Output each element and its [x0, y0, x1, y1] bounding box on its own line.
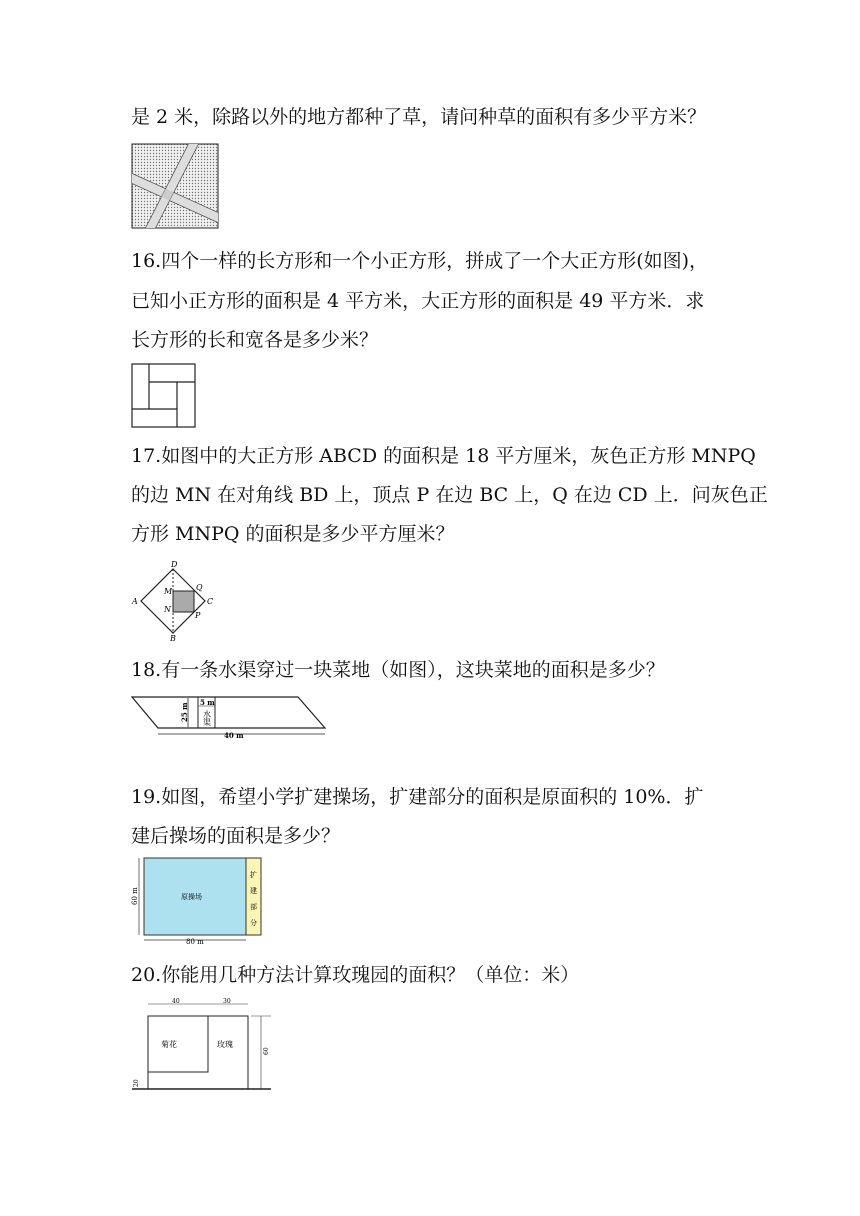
- figure-15-crossed-roads: [131, 143, 219, 229]
- dim-20: 20: [133, 1079, 140, 1087]
- field-height-label: 25 m: [180, 702, 189, 722]
- ext-char-4: 分: [250, 919, 257, 927]
- problem-20-line-1: 20.你能用几种方法计算玫瑰园的面积？（单位：米）: [131, 964, 580, 986]
- dim-30: 30: [223, 998, 231, 1005]
- figure-20-garden: [131, 997, 275, 1095]
- label-Q: Q: [196, 583, 203, 592]
- label-C: C: [207, 597, 214, 606]
- ext-char-3: 部: [250, 903, 257, 911]
- width-label: 80 m: [186, 938, 204, 945]
- label-P: P: [195, 611, 201, 620]
- figure-17-rotated-square: [131, 560, 217, 642]
- problem-19-line-1: 19.如图，希望小学扩建操场，扩建部分的面积是原面积的 10%．扩: [131, 786, 704, 808]
- problem-16-line-2: 已知小正方形的面积是 4 平方米，大正方形的面积是 49 平方米．求: [131, 290, 705, 312]
- problem-17-line-1: 17.如图中的大正方形 ABCD 的面积是 18 平方厘米，灰色正方形 MNPQ: [131, 445, 756, 467]
- square-MNPQ: [173, 591, 194, 612]
- figure-18-parallelogram-field: [131, 694, 327, 740]
- field-base-label: 40 m: [224, 731, 244, 740]
- rose-label: 玫瑰: [217, 1040, 233, 1049]
- problem-18-line-1: 18.有一条水渠穿过一块菜地（如图），这块菜地的面积是多少？: [131, 659, 665, 681]
- label-B: B: [170, 634, 176, 642]
- canal-label-2: 渠: [203, 718, 211, 727]
- problem-15-line-1: 是 2 米，除路以外的地方都种了草，请问种草的面积有多少平方米？: [131, 106, 707, 128]
- problem-16-line-3: 长方形的长和宽各是多少米？: [131, 329, 379, 351]
- problem-17-line-2: 的边 MN 在对角线 BD 上，顶点 P 在边 BC 上，Q 在边 CD 上．问灰色正: [131, 484, 768, 506]
- height-label: 60 m: [131, 887, 139, 905]
- dim-60: 60: [263, 1047, 270, 1055]
- problem-19-line-2: 建后操场的面积是多少？: [131, 825, 341, 847]
- problem-16-line-1: 16.四个一样的长方形和一个小正方形，拼成了一个大正方形(如图)，: [131, 250, 709, 272]
- ext-char-1: 扩: [250, 871, 257, 879]
- chrysanthemum-label: 菊花: [161, 1040, 177, 1049]
- label-D: D: [171, 560, 178, 569]
- canal-width-label: 5 m: [200, 698, 215, 707]
- dim-40: 40: [172, 998, 180, 1005]
- problem-17-line-3: 方形 MNPQ 的面积是多少平方厘米？: [131, 523, 455, 545]
- label-A: A: [132, 597, 138, 606]
- figure-19-playground: [131, 855, 265, 945]
- canal-label-1: 水: [203, 710, 211, 719]
- label-M: M: [164, 587, 173, 596]
- label-N: N: [164, 605, 171, 614]
- figure-16-pinwheel-squares: [131, 363, 197, 429]
- playground-label: 原操场: [181, 893, 202, 901]
- ext-char-2: 建: [250, 887, 257, 895]
